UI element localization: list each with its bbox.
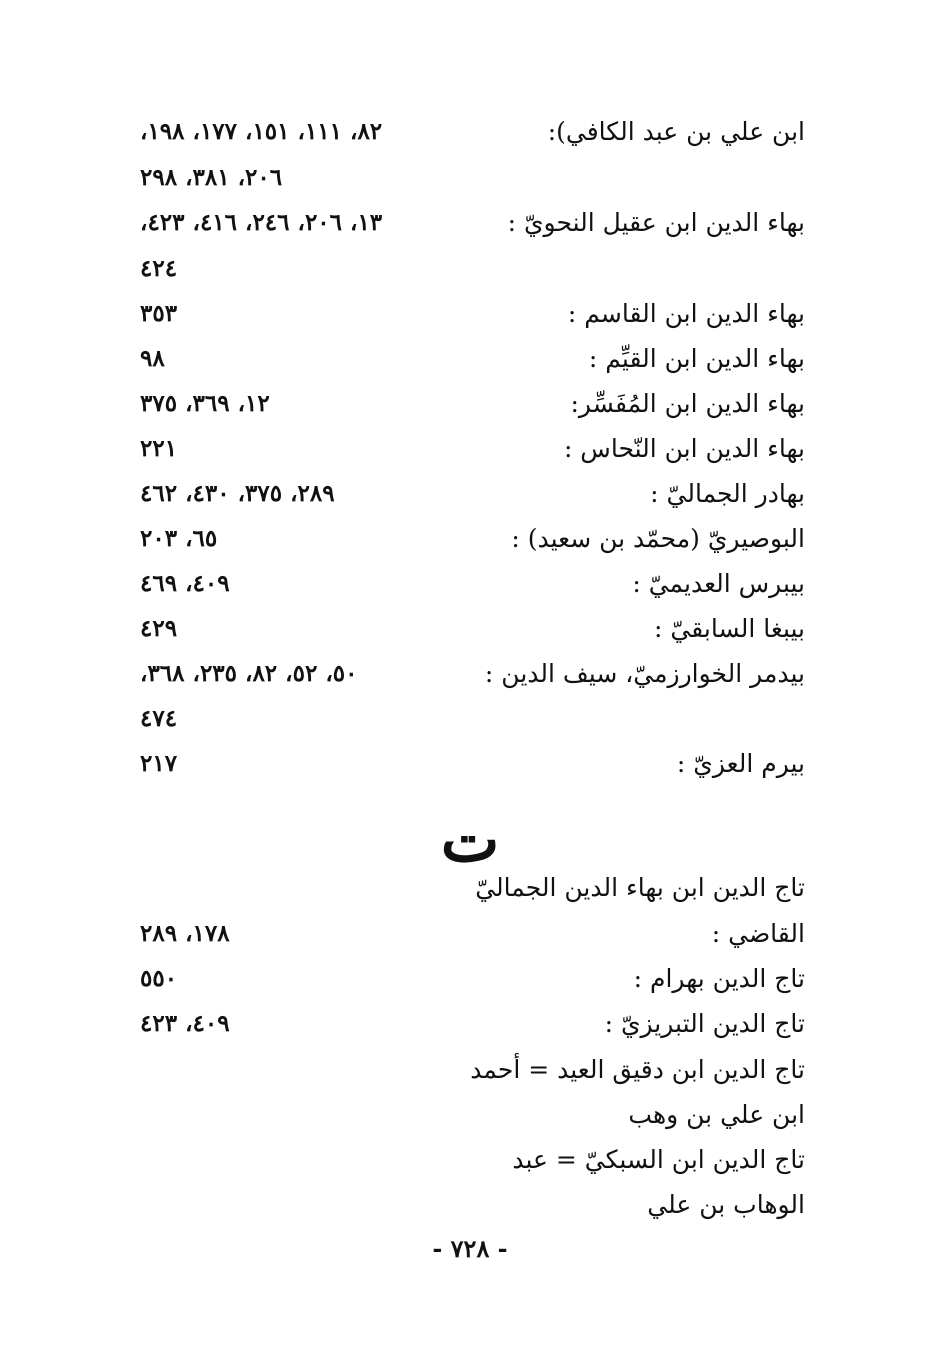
entry-name: القاضي : [711,919,805,948]
entry-name: بيبرس العديميّ : [632,569,805,598]
entry-name: تاج الدين ابن دقيق العيد = أحمد [470,1055,805,1084]
index-entry [140,868,805,908]
entry-name: بهاء الدين ابن القاسم : [567,299,805,328]
entry-name: بيبغا السابقيّ : [654,614,805,643]
entry-name: بهاء الدين ابن القيِّم : [588,344,805,373]
index-entry [140,429,805,469]
index-entry [140,1140,805,1180]
entry-pages: ٤٧٤ [140,705,178,732]
entry-pages: ٦٥، ٢٠٣ [140,525,218,552]
index-entry [140,699,805,739]
section-letter: ت [440,803,500,876]
entry-pages: ٢٢١ [140,435,178,462]
entry-name: بيرم العزيّ : [676,749,805,778]
entry-pages: ٢٨٩، ٣٧٥، ٤٣٠، ٤٦٢ [140,480,335,507]
entry-pages: ٤٢٤ [140,255,178,282]
index-entry [140,1185,805,1225]
page-number: - ٧٢٨ - [432,1234,508,1263]
entry-name: تاج الدين التبريزيّ : [604,1009,805,1038]
entry-pages: ١٧٨، ٢٨٩ [140,920,230,947]
index-entry [140,249,805,289]
entry-name: البوصيريّ (محمّد بن سعيد) : [511,524,805,553]
index-entry [140,1050,805,1090]
index-entry [140,384,805,424]
index-entry [140,339,805,379]
entry-pages: ٢٠٦، ٣٨١، ٢٩٨ [140,164,283,191]
entry-pages: ٨٢، ١١١، ١٥١، ١٧٧، ١٩٨، [140,118,383,145]
entry-name: بهاء الدين ابن النّحاس : [563,434,805,463]
entry-pages: ٣٥٣ [140,300,178,327]
entry-name: بهاء الدين ابن المُفَسِّر: [570,389,805,418]
entry-name: بيدمر الخوارزميّ، سيف الدين : [484,659,805,688]
entry-pages: ١٣، ٢٠٦، ٢٤٦، ٤١٦، ٤٢٣، [140,209,383,236]
index-entry [140,654,805,694]
entry-name: تاج الدين ابن السبكيّ = عبد [512,1145,805,1174]
entry-pages: ١٢، ٣٦٩، ٣٧٥ [140,390,270,417]
entry-name: ابن علي بن عبد الكافي): [547,117,805,146]
entry-pages: ٩٨ [140,345,165,372]
entry-name: بهادر الجماليّ : [650,479,805,508]
entry-pages: ٥٥٠ [140,965,178,992]
entry-name: تاج الدين بهرام : [633,964,805,993]
index-entry [140,474,805,514]
entry-pages: ٤٠٩، ٤٦٩ [140,570,230,597]
index-entry [140,609,805,649]
index-entry [140,744,805,784]
index-entry [140,959,805,999]
index-entry [140,1004,805,1044]
entry-name: تاج الدين ابن بهاء الدين الجماليّ [475,873,805,902]
index-entry [140,294,805,334]
index-entry [140,158,805,198]
index-entry [140,1095,805,1135]
index-entry [140,519,805,559]
entry-pages: ٤٠٩، ٤٢٣ [140,1010,230,1037]
entry-pages: ٢١٧ [140,750,178,777]
index-entry [140,564,805,604]
entry-name: ابن علي بن وهب [628,1100,805,1129]
entry-pages: ٤٢٩ [140,615,178,642]
entry-name: الوهاب بن علي [647,1190,805,1219]
index-entry [140,203,805,243]
entry-name: بهاء الدين ابن عقيل النحويّ : [507,208,805,237]
index-entry [140,914,805,954]
index-entry [140,112,805,152]
entry-pages: ٥٠، ٥٢، ٨٢، ٢٣٥، ٣٦٨، [140,660,358,687]
